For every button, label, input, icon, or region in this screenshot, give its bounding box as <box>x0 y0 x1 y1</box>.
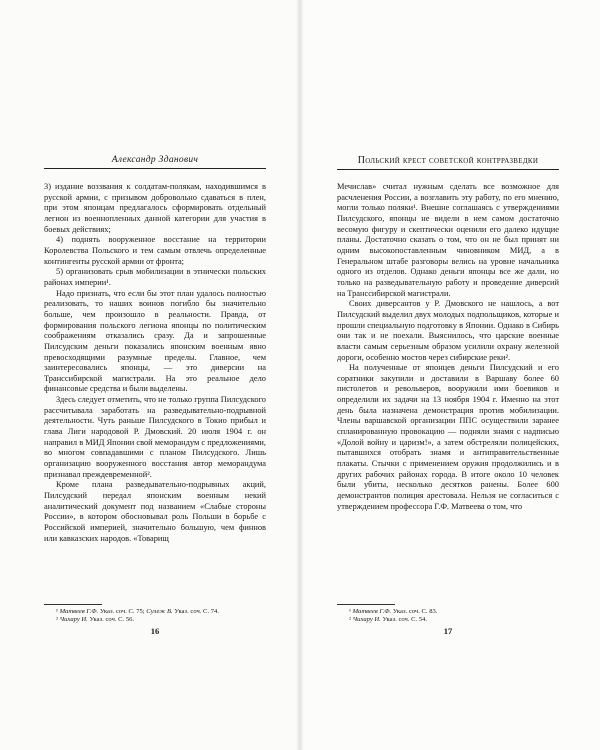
footnote-text: Указ. соч. С. 74. <box>172 608 219 615</box>
footnote <box>44 608 266 616</box>
left-footnotes <box>44 604 266 624</box>
footnote <box>44 616 266 624</box>
footnote-number: ² <box>56 616 58 624</box>
footnote-number: ¹ <box>349 608 351 615</box>
paragraph: 5) организовать срыв мобилизации в этнически польских районах империи¹. <box>44 267 266 287</box>
page-number-right: 17 <box>443 626 453 636</box>
page-number-left: 16 <box>150 626 160 636</box>
paragraph: Надо признать, что если бы этот план удалось полностью реализовать, то наших воинов погибло бы значительно больше, чем произошло в реальности. Правда, от формирования польского легиона японцы по политическим соображениям отказались сразу. Да и запрошенные Пилсудским деньги показались японским военным явно превосходящими разумные пределы. Главное, чем заинтересовались японцы, — это диверсии на Транссибирской магистрали. На это реальное дело финансовые средства и были выделены. <box>44 288 266 394</box>
footnote-text: Указ. соч. С. 83. <box>391 608 438 615</box>
footnote-number: ² <box>349 616 351 624</box>
running-head-right: Польский крест советской контрразведки <box>337 155 559 170</box>
footnote-rule <box>44 604 102 605</box>
footnote-author: Матвеев Г.Ф. <box>59 608 99 615</box>
footnote <box>337 616 559 624</box>
right-page-body <box>337 182 559 512</box>
paragraph: На полученные от японцев деньги Пилсудский и его соратники закупили и доставили в Варшаву более 60 пистолетов и револьверов, вооружили ими боевиков и определили их задачи на 13 ноября 1904 г. Именно на этот день была назначена демонстрация против мобилизации. Члены варшавской организации ППС осуществили заранее спланированную провокацию — подняли знамя с надписью «Долой войну и царизм!», а затем обстреляли полицейских, пытавшихся отобрать знамя и антиправительственные плакаты. Стычки с применением оружия продолжились и в других рабочих районах города. В итоге около 10 человек были убиты, несколько десятков ранены. Более 600 демонстрантов полиция арестовала. Нельзя не согласиться с утверждением профессора Г.Ф. Матвеева о том, что <box>337 363 559 511</box>
footnote-author: Чихару И. <box>59 616 88 624</box>
running-head-left: Александр Зданович <box>44 155 266 169</box>
left-page-body <box>44 182 266 544</box>
footnote-author: Чихару И. <box>352 616 381 624</box>
footnote-author: Сулеж В. <box>146 608 173 615</box>
book-gutter <box>296 0 304 750</box>
footnote-text: Указ. соч. С. 54. <box>380 616 428 624</box>
footnote <box>337 608 559 616</box>
paragraph: 4) поднять вооруженное восстание на территории Королевства Польского и тем самым отвлечь определенные контингенты русской армии от фронта; <box>44 235 266 266</box>
paragraph: Здесь следует отметить, что не только группа Пилсудского рассчитывала заработать на разведывательно-подрывной деятельности. Чуть раньше Пилсудского в Токио прибыл и глава Лиги народовой Р. Дмовский. 20 июля 1904 г. он направил в МИД Японии свой меморандум с предложениями, во многом совпадавшими с планом Пилсудского. Лишь организацию вооруженного восстания автор меморандума признавал преждевременной². <box>44 395 266 479</box>
footnote-rule <box>337 604 395 605</box>
paragraph: Своих диверсантов у Р. Дмовского не нашлось, а вот Пилсудский выделил двух молодых подпольщиков, которые и прошли специальную подготовку в Японии. Однако в Сибирь они так и не поехали. Выяснилось, что царские военные власти самым серьезным образом усилили охрану железной дороги, особенно мостов через сибирские реки². <box>337 299 559 362</box>
footnote-author: Матвеев Г.Ф. <box>352 608 392 615</box>
right-page <box>300 0 600 750</box>
footnote-text: Указ. соч. С. 75; <box>98 608 147 615</box>
paragraph: Мечислав» считал нужным сделать все возможное для расчленения России, а возглавить эту работу, по его мнению, могли только поляки¹. Внешне соглашаясь с утверждениями Пилсудского, японцы не видели в нем самом достаточно весомую фигуру и скептически оценили его далеко идущие планы. Достаточно сказать о том, что он не был принят ни одним высокопоставленным чиновником МИД, а в Генеральном штабе разговоры велись на уровне начальника одного из отделов. Однако деньги японцы все же дали, но только на разведывательную работу и проведение диверсий на Транссибирской магистрали. <box>337 182 559 298</box>
footnote-number: ¹ <box>56 608 58 615</box>
footnote-text: Указ. соч. С. 56. <box>87 616 135 624</box>
paragraph: Кроме плана разведывательно-подрывных акций, Пилсудский передал японским военным некий аналитический документ под названием «Слабые стороны России», в котором обосновывал роль Польши в борьбе с Российской империей, значительно большую, чем финнов или кавказских народов. «Товарищ <box>44 480 266 543</box>
right-footnotes <box>337 604 559 624</box>
paragraph: 3) издание воззвания к солдатам-полякам, находившимся в русской армии, с призывом добровольно сдаваться в плен, при этом японцам предлагалось сформировать отдельный легион из военнопленных данной категории для участия в боевых действиях; <box>44 182 266 234</box>
